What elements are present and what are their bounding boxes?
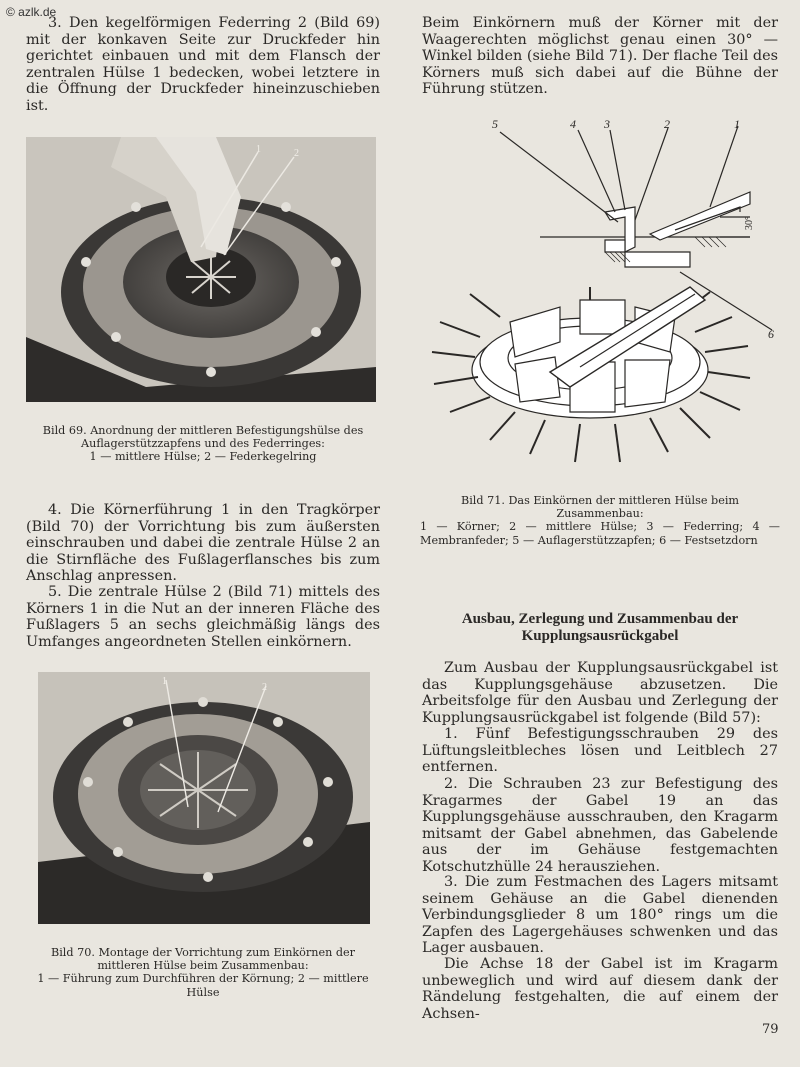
figure-70-photo	[38, 672, 370, 924]
fig71-label-4: 4	[570, 117, 576, 131]
paragraph-step-4: 4. Die Körnerführung 1 in den Tragkörper (Bild 70) der Vorrichtung bis zum äußersten einschrauben und dabei die zentrale Hülse 2 an die Stirnfläche des Fußlagerflansches bis zum Anschlag anpressen.	[26, 502, 380, 585]
fig71-label-3: 3	[604, 117, 610, 131]
clutch-tool-photo-70	[38, 672, 370, 924]
paragraph-step-5: 5. Die zentrale Hülse 2 (Bild 71) mittels des Körners 1 in die Nut an der inneren Fläche des Fußlagers 5 an sechs gleichmäßig längs des Umfanges angeordneten Stellen einkörnern.	[26, 584, 380, 650]
paragraph-removal-step-1: 1. Fünf Befestigungsschrauben 29 des Lüftungsleitbleches lösen und Leitblech 27 entfernen.	[422, 726, 778, 776]
clutch-assembly-photo-69	[26, 137, 376, 402]
fig71-label-1: 1	[734, 117, 740, 131]
paragraph-axle-note: Die Achse 18 der Gabel ist im Kragarm unbeweglich und wird auf diesem dank der Rändelung festgehalten, die auf einem der Achsen-	[422, 956, 778, 1022]
section-heading: Ausbau, Zerlegung und Zusammenbau der Kupplungsausrückgabel	[461, 611, 739, 644]
figure-70-caption	[24, 946, 382, 999]
fig71-label-2: 2	[664, 117, 670, 131]
paragraph-angle-note: Beim Einkörnern muß der Körner mit der Waagerechten möglichst genau einen 30° — Winkel bilden (siehe Bild 71). Der flache Teil des Körners muß sich dabei auf die Bühne der Führung stützen.	[422, 15, 778, 98]
page-number: 79	[762, 1022, 779, 1037]
paragraph-removal-step-2: 2. Die Schrauben 23 zur Befestigung des Kragarmes der Gabel 19 an das Kupplungsgehäuse ausschrauben, den Kragarm mitsamt der Gabel abnehmen, das Gabelende aus der im Gehäuse festgemachten Kotschutzhülle 24 herausziehen.	[422, 776, 778, 875]
figure-71-drawing	[420, 112, 782, 482]
figure-69-photo	[26, 137, 376, 402]
figure-69-caption	[24, 424, 382, 464]
punching-diagram-71	[420, 112, 782, 482]
fig71-label-6: 6	[768, 327, 774, 341]
figure-71-caption	[420, 494, 780, 547]
fig71-label-5: 5	[492, 117, 498, 131]
fig69-label-2: 2	[294, 148, 299, 159]
figure-71-caption-title: Bild 71. Das Einkörnen der mittleren Hülse beim Zusammenbau:	[461, 494, 739, 521]
fig69-label-1: 1	[256, 144, 261, 155]
figure-70-caption-legend: 1 — Führung zum Durchführen der Körnung; 2 — mittlere Hülse	[37, 972, 369, 999]
figure-70-caption-title: Bild 70. Montage der Vorrichtung zum Einkörnen der mittleren Hülse beim Zusammenbau:	[51, 946, 355, 973]
watermark: © azlk.de	[6, 5, 57, 19]
figure-69-caption-title: Bild 69. Anordnung der mittleren Befestigungshülse des Auflagerstützzapfens und des Federringes:	[42, 424, 364, 451]
fig70-label-2: 2	[262, 682, 267, 693]
figure-69-caption-legend: 1 — mittlere Hülse; 2 — Federkegelring	[89, 450, 317, 464]
figure-71-caption-legend: 1 — Körner; 2 — mittlere Hülse; 3 — Federring; 4 — Membranfeder; 5 — Auflagerstützzapfen; 6 — Festsetzdorn	[420, 520, 780, 547]
fig70-label-1: 1	[162, 676, 167, 687]
paragraph-step-3: 3. Den kegelförmigen Federring 2 (Bild 69) mit der konkaven Seite zur Druckfeder hin gerichtet einbauen und mit dem Flansch der zentralen Hülse 1 bedecken, wobei letztere in die Öffnung der Druckfeder hineinzuschieben ist.	[26, 15, 380, 114]
paragraph-removal-step-3: 3. Die zum Festmachen des Lagers mitsamt seinem Gehäuse an die Gabel dienenden Verbindungsglieder 8 um 180° rings um die Zapfen des Lagergehäuses schwenken und das Lager ausbauen.	[422, 874, 778, 957]
fig71-angle-label: 30°	[744, 216, 755, 230]
paragraph-removal-intro: Zum Ausbau der Kupplungsausrückgabel ist das Kupplungsgehäuse abzusetzen. Die Arbeitsfolge für den Ausbau und Zerlegung der Kupplungsausrückgabel ist folgende (Bild 57):	[422, 660, 778, 726]
